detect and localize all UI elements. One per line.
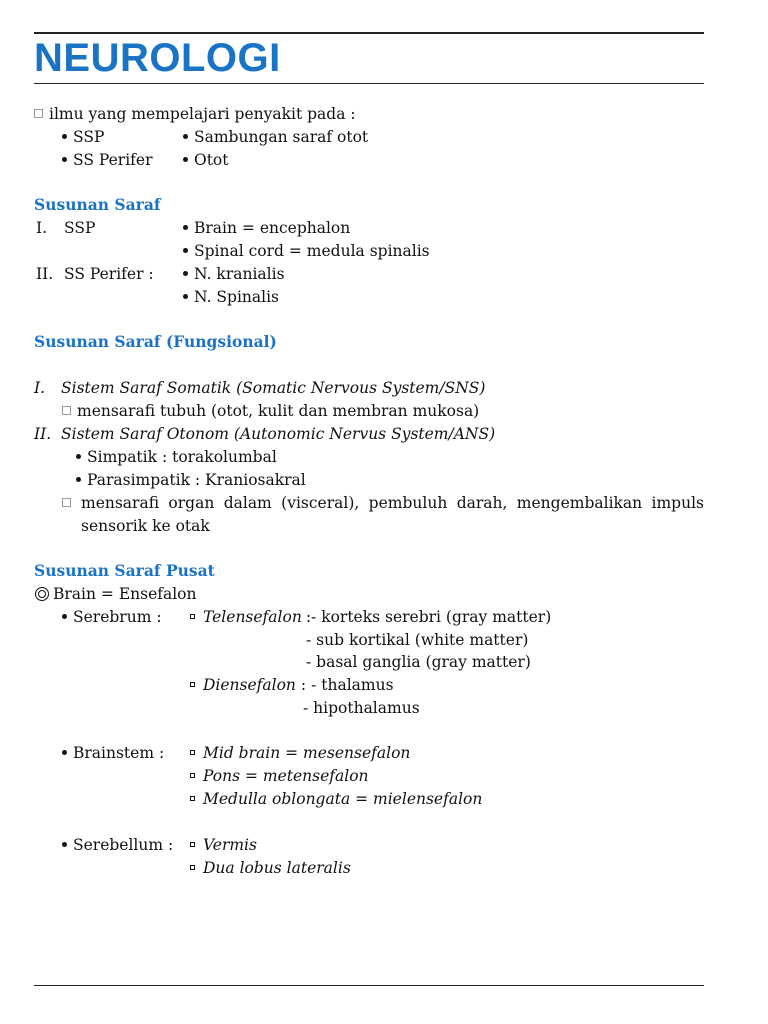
list-item [183, 264, 285, 284]
list-item [183, 287, 279, 307]
list-item [62, 150, 152, 170]
bullet-icon [183, 225, 188, 230]
list-item [62, 743, 164, 763]
intro-text: ilmu yang mempelajari penyakit pada : [49, 105, 356, 123]
sub-item-text: Dua lobus lateralis [203, 859, 351, 877]
sub-item [190, 607, 551, 627]
term: Diensefalon [203, 676, 296, 694]
sub-item [190, 789, 482, 809]
brain-line [35, 584, 197, 604]
sub-item-text: Mid brain = mesensefalon [203, 744, 411, 762]
list-item-text: N. kranialis [194, 265, 285, 283]
note-line [62, 401, 479, 421]
list-item-text: Serebellum : [73, 836, 174, 854]
square-bullet-icon [190, 682, 195, 687]
list-item-text: SS Perifer [73, 151, 153, 169]
square-bullet-icon [190, 750, 195, 755]
item-number: I. [36, 219, 48, 237]
bullet-icon [62, 157, 67, 162]
bullet-icon [183, 248, 188, 253]
title-rule [34, 83, 704, 84]
item-title: Sistem Saraf Somatik (Somatic Nervous System/SNS) [61, 379, 486, 397]
sub-item [190, 675, 394, 695]
bullet-icon [183, 134, 188, 139]
list-item [76, 447, 277, 467]
square-bullet-icon [190, 842, 195, 847]
checkbox-icon [34, 109, 43, 118]
list-item-text: Simpatik : torakolumbal [87, 448, 277, 466]
note-text: mensarafi organ dalam (visceral), pembuluh darah, mengembalikan impuls [81, 494, 704, 512]
list-item [76, 470, 306, 490]
note-text: sensorik ke otak [81, 517, 210, 535]
checkbox-icon [62, 406, 71, 415]
square-bullet-icon [190, 614, 195, 619]
sub-item-text: Medulla oblongata = mielensefalon [203, 790, 483, 808]
brain-text: Brain = Ensefalon [53, 585, 197, 603]
square-bullet-icon [190, 796, 195, 801]
item-title: Sistem Saraf Otonom (Autonomic Nervus System/ANS) [61, 425, 496, 443]
sub-item [190, 743, 410, 763]
list-item-text: Serebrum : [73, 608, 162, 626]
list-item-text: SSP [73, 128, 105, 146]
section-heading: Susunan Saraf [34, 195, 161, 214]
list-item-text: Brainstem : [73, 744, 165, 762]
section-heading: Susunan Saraf (Fungsional) [34, 332, 277, 351]
bullet-icon [62, 134, 67, 139]
square-bullet-icon [190, 773, 195, 778]
definition: - hipothalamus [303, 699, 420, 717]
bullet-icon [62, 614, 67, 619]
item-number: II. [36, 265, 54, 283]
section-heading: Susunan Saraf Pusat [34, 561, 215, 580]
item-label: SSP [64, 219, 96, 237]
term: Telensefalon [203, 608, 302, 626]
list-item-text: N. Spinalis [194, 288, 280, 306]
double-circle-icon [35, 587, 49, 601]
bullet-icon [183, 157, 188, 162]
definition: - sub kortikal (white matter) [306, 631, 529, 649]
list-item [62, 127, 104, 147]
list-item-text: Otot [194, 151, 229, 169]
definition: - basal ganglia (gray matter) [306, 653, 531, 671]
bullet-icon [183, 294, 188, 299]
bullet-icon [62, 842, 67, 847]
list-item [183, 127, 368, 147]
list-item [183, 241, 430, 261]
item-number: II. [34, 425, 52, 443]
intro-line [34, 104, 356, 124]
bullet-icon [183, 271, 188, 276]
definition: : - thalamus [300, 676, 394, 694]
sub-item-text: Vermis [203, 836, 257, 854]
note-text: mensarafi tubuh (otot, kulit dan membran mukosa) [77, 402, 480, 420]
sub-item [190, 766, 369, 786]
definition: :- korteks serebri (gray matter) [305, 608, 552, 626]
list-item [62, 607, 162, 627]
page-title: NEUROLOGI [34, 36, 281, 80]
list-item [62, 835, 173, 855]
list-item-text: Sambungan saraf otot [194, 128, 369, 146]
checkbox-icon-wrap [62, 493, 77, 513]
list-item-text: Brain = encephalon [194, 219, 351, 237]
bullet-icon [76, 454, 81, 459]
sub-item [190, 858, 351, 878]
bullet-icon [62, 750, 67, 755]
list-item [183, 150, 229, 170]
sub-item [190, 835, 257, 855]
item-label: SS Perifer : [64, 265, 154, 283]
checkbox-icon [62, 498, 71, 507]
bullet-icon [76, 477, 81, 482]
item-number: I. [34, 379, 46, 397]
sub-item-text: Pons = metensefalon [203, 767, 369, 785]
list-item-text: Parasimpatik : Kraniosakral [87, 471, 306, 489]
footer-rule [34, 985, 704, 986]
list-item-text: Spinal cord = medula spinalis [194, 242, 430, 260]
square-bullet-icon [190, 865, 195, 870]
list-item [183, 218, 350, 238]
